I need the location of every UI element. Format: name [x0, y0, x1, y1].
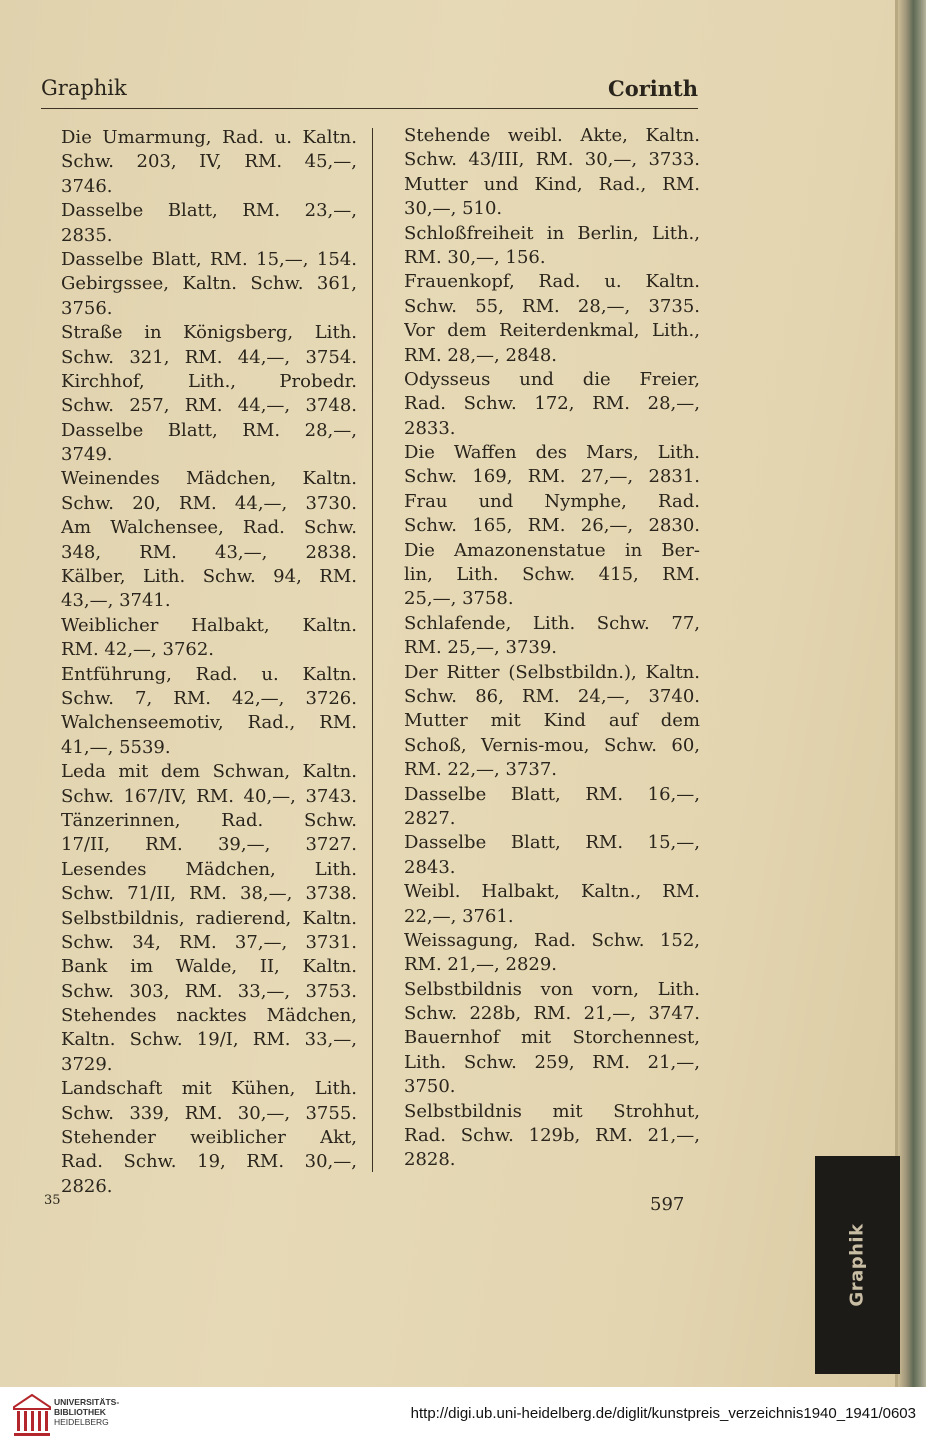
right-column-line: Der Ritter (Selbstbildn.), Kaltn. — [404, 661, 700, 683]
library-logo-icon[interactable] — [12, 1393, 52, 1439]
right-column-line: Mutter mit Kind auf dem — [404, 710, 700, 732]
left-column-line: Dasselbe Blatt, RM. 28,—, — [61, 419, 357, 441]
left-column-line: Rad. Schw. 19, RM. 30,—, — [61, 1151, 357, 1173]
right-column-line: Schloßfreiheit in Berlin, Lith., — [404, 222, 700, 244]
left-column-line: Schw. 339, RM. 30,—, 3755. — [61, 1102, 357, 1124]
right-column-line: Frau und Nymphe, Rad. — [404, 490, 700, 512]
left-column-line: 3746. — [61, 175, 113, 197]
header-section-title: Graphik — [41, 76, 127, 100]
left-column-line: 2826. — [61, 1175, 113, 1197]
right-column-line: Frauenkopf, Rad. u. Kaltn. — [404, 271, 700, 293]
right-column-line: Mutter und Kind, Rad., RM. — [404, 173, 700, 195]
left-column-line: Kirchhof, Lith., Probedr. — [61, 370, 357, 392]
left-column-line: Stehendes nacktes Mädchen, — [61, 1005, 357, 1027]
left-column-line: 348, RM. 43,—, 2838. — [61, 541, 357, 563]
right-column-line: Die Waffen des Mars, Lith. — [404, 442, 700, 464]
left-column-line: Entführung, Rad. u. Kaltn. — [61, 663, 357, 685]
left-column-line: Schw. 303, RM. 33,—, 3753. — [61, 980, 357, 1002]
left-column-line: Kaltn. Schw. 19/I, RM. 33,—, — [61, 1029, 357, 1051]
left-column-line: Schw. 20, RM. 44,—, 3730. — [61, 492, 357, 514]
right-column-line: Selbstbildnis mit Strohhut, — [404, 1100, 700, 1122]
right-column-line: Schw. 169, RM. 27,—, 2831. — [404, 466, 700, 488]
right-column-line: lin, Lith. Schw. 415, RM. — [404, 564, 700, 586]
left-column-line: Gebirgssee, Kaltn. Schw. 361, — [61, 273, 357, 295]
right-column-line: Stehende weibl. Akte, Kaltn. — [404, 125, 700, 146]
right-column-line: Odysseus und die Freier, — [404, 368, 700, 390]
right-column-line: Weissagung, Rad. Schw. 152, — [404, 929, 700, 951]
left-column-line: Dasselbe Blatt, RM. 15,—, 154. — [61, 248, 357, 270]
left-column-line: Weinendes Mädchen, Kaltn. — [61, 468, 357, 490]
footer-mark: 35 — [44, 1193, 61, 1208]
left-column-line: Am Walchensee, Rad. Schw. — [61, 517, 357, 539]
right-column-line: Rad. Schw. 129b, RM. 21,—, — [404, 1125, 700, 1147]
left-column-line: Leda mit dem Schwan, Kaltn. — [61, 761, 357, 783]
source-url-link[interactable]: http://digi.ub.uni-heidelberg.de/diglit/kunstpreis_verzeichnis1940_1941/0603 — [410, 1405, 916, 1422]
right-column-line: Dasselbe Blatt, RM. 16,—, — [404, 783, 700, 805]
left-column-line: 2835. — [61, 224, 113, 246]
right-column-line: 2843. — [404, 856, 456, 878]
left-column-line: 41,—, 5539. — [61, 736, 171, 758]
left-column-line: Schw. 7, RM. 42,—, 3726. — [61, 687, 357, 709]
left-column-line: Schw. 71/II, RM. 38,—, 3738. — [61, 883, 357, 905]
left-column-line: Selbstbildnis, radierend, Kaltn. — [61, 907, 357, 929]
left-column-line: Schw. 321, RM. 44,—, 3754. — [61, 346, 357, 368]
right-column-line: RM. 21,—, 2829. — [404, 954, 558, 976]
header-rule — [41, 108, 698, 109]
right-column-line: Schw. 86, RM. 24,—, 3740. — [404, 685, 700, 707]
left-column-line: Walchenseemotiv, Rad., RM. — [61, 712, 357, 734]
right-column-line: Schoß, Vernis-mou, Schw. 60, — [404, 734, 700, 756]
left-column-line: Dasselbe Blatt, RM. 23,—, — [61, 200, 357, 222]
right-column-line: Selbstbildnis von vorn, Lith. — [404, 978, 700, 1000]
left-column-line: Tänzerinnen, Rad. Schw. — [61, 809, 357, 831]
right-column-line: 2827. — [404, 807, 456, 829]
thumb-index-tab — [815, 1156, 900, 1374]
library-name-line-1: UNIVERSITÄTS- — [54, 1397, 120, 1407]
right-column-line: RM. 25,—, 3739. — [404, 637, 558, 659]
left-column-line: Straße in Königsberg, Lith. — [61, 322, 357, 344]
right-column-line: RM. 22,—, 3737. — [404, 759, 558, 781]
left-column-line: Schw. 167/IV, RM. 40,—, 3743. — [61, 785, 357, 807]
right-column — [404, 124, 700, 1173]
left-column-line: 17/II, RM. 39,—, 3727. — [61, 834, 357, 856]
left-column-line: 43,—, 3741. — [61, 590, 171, 612]
left-column-line: Schw. 34, RM. 37,—, 3731. — [61, 931, 357, 953]
right-column-line: 2828. — [404, 1149, 456, 1171]
left-column — [61, 126, 357, 1199]
left-column-line: Lesendes Mädchen, Lith. — [61, 858, 357, 880]
left-column-line: Kälber, Lith. Schw. 94, RM. — [61, 566, 357, 588]
left-column-line: 3749. — [61, 444, 113, 466]
header-artist-name: Corinth — [608, 76, 698, 101]
library-name-line-3: HEIDELBERG — [54, 1417, 109, 1427]
right-column-line: Schw. 165, RM. 26,—, 2830. — [404, 515, 700, 537]
right-column-line: Weibl. Halbakt, Kaltn., RM. — [404, 881, 700, 903]
right-column-line: Schw. 43/III, RM. 30,—, 3733. — [404, 149, 700, 171]
left-column-line: RM. 42,—, 3762. — [61, 639, 215, 661]
right-column-line: RM. 30,—, 156. — [404, 246, 546, 268]
library-name-line-2: BIBLIOTHEK — [54, 1407, 106, 1417]
left-column-line: Landschaft mit Kühen, Lith. — [61, 1078, 357, 1100]
left-column-line: Schw. 203, IV, RM. 45,—, — [61, 151, 357, 173]
right-column-line: 30,—, 510. — [404, 198, 503, 220]
page-edge — [898, 0, 926, 1387]
column-divider — [372, 128, 373, 1172]
left-column-line: Schw. 257, RM. 44,—, 3748. — [61, 395, 357, 417]
right-column-line: Vor dem Reiterdenkmal, Lith., — [404, 320, 700, 342]
left-column-line: 3729. — [61, 1053, 113, 1075]
right-column-line: 25,—, 3758. — [404, 588, 514, 610]
right-column-line: 2833. — [404, 417, 456, 439]
right-column-line: 3750. — [404, 1076, 456, 1098]
left-column-line: 3756. — [61, 297, 113, 319]
right-column-line: Lith. Schw. 259, RM. 21,—, — [404, 1051, 700, 1073]
right-column-line: Schw. 55, RM. 28,—, 3735. — [404, 295, 700, 317]
right-column-line: Dasselbe Blatt, RM. 15,—, — [404, 832, 700, 854]
right-column-line: Schw. 228b, RM. 21,—, 3747. — [404, 1003, 700, 1025]
right-column-line: Die Amazonenstatue in Ber- — [404, 539, 700, 561]
right-column-line: 22,—, 3761. — [404, 905, 514, 927]
right-column-line: RM. 28,—, 2848. — [404, 344, 558, 366]
right-column-line: Bauernhof mit Storchennest, — [404, 1027, 700, 1049]
right-column-line: Rad. Schw. 172, RM. 28,—, — [404, 393, 700, 415]
library-name[interactable] — [54, 1397, 119, 1427]
left-column-line: Die Umarmung, Rad. u. Kaltn. — [61, 127, 357, 148]
running-header — [41, 76, 698, 108]
left-column-line: Stehender weiblicher Akt, — [61, 1127, 357, 1149]
left-column-line: Weiblicher Halbakt, Kaltn. — [61, 614, 357, 636]
thumb-index-label: Graphik — [846, 1223, 868, 1307]
page-number: 597 — [650, 1194, 685, 1215]
left-column-line: Bank im Walde, II, Kaltn. — [61, 956, 357, 978]
right-column-line: Schlafende, Lith. Schw. 77, — [404, 612, 700, 634]
